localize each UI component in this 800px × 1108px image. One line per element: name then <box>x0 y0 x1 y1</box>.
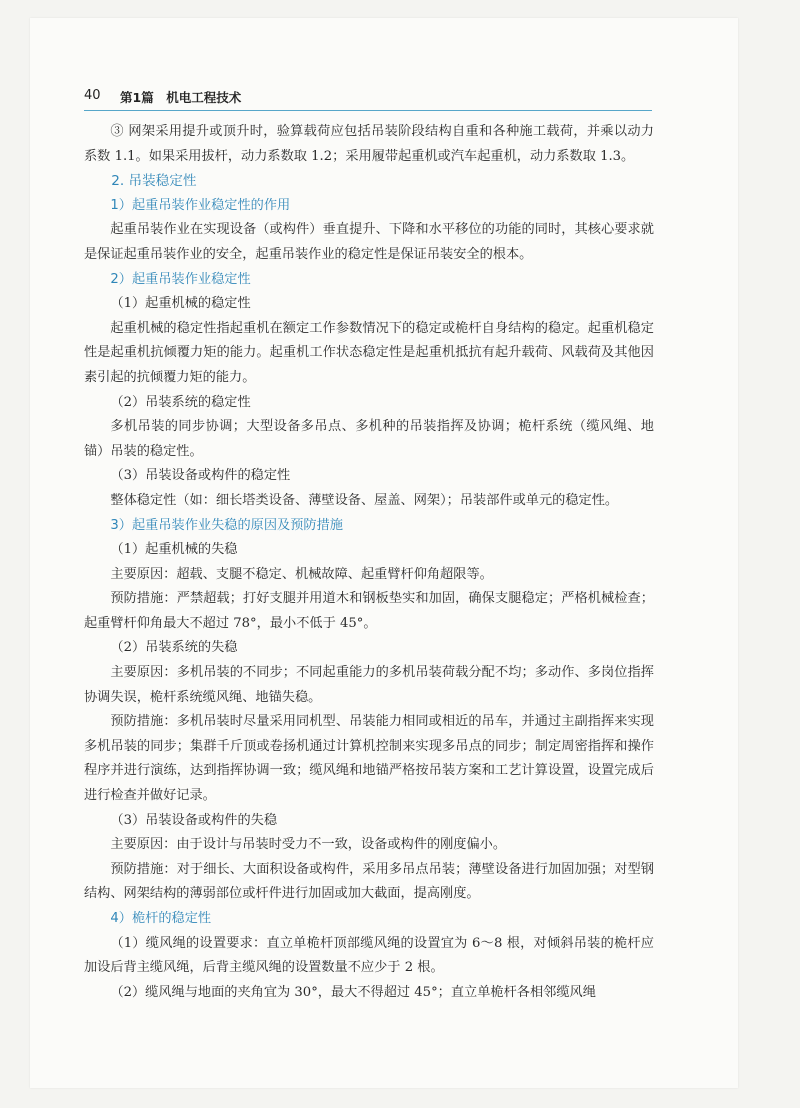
paragraph: 多机吊装的同步协调；大型设备多吊点、多机种的吊装指挥及协调；桅杆系统（缆风绳、地锚）吊装的稳定性。 <box>84 419 654 459</box>
paragraph: 预防措施：严禁超载；打好支腿并用道木和钢板垫实和加固，确保支腿稳定；严格机械检查；起重臂杆仰角最大不超过 78°，最小不低于 45°。 <box>84 591 654 631</box>
paragraph: 起重吊装作业在实现设备（或构件）垂直提升、下降和水平移位的功能的同时，其核心要求就是保证起重吊装作业的安全，起重吊装作业的稳定性是保证吊装安全的根本。 <box>84 222 654 262</box>
body-text <box>84 120 654 1005</box>
item-heading: （1）起重机械的稳定性 <box>110 296 251 312</box>
subsection-heading: 3）起重吊装作业失稳的原因及预防措施 <box>110 517 343 533</box>
paragraph: （2）缆风绳与地面的夹角宜为 30°，最大不得超过 45°；直立单桅杆各相邻缆风绳 <box>110 984 596 1000</box>
item-heading: （1）起重机械的失稳 <box>110 542 238 558</box>
paragraph: 整体稳定性（如：细长塔类设备、薄壁设备、屋盖、网架）；吊装部件或单元的稳定性。 <box>110 492 619 508</box>
chapter-title: 第1篇 机电工程技术 <box>120 90 242 105</box>
item-heading: （2）吊装系统的稳定性 <box>110 394 251 410</box>
paragraph: ③ 网架采用提升或顶升时，验算载荷应包括吊装阶段结构自重和各种施工载荷，并乘以动力系数 1.1。如果采用拔杆，动力系数取 1.2；采用履带起重机或汽车起重机，动力系数取 1.3。 <box>84 124 654 164</box>
item-heading: （2）吊装系统的失稳 <box>110 640 238 656</box>
paragraph: （1）缆风绳的设置要求：直立单桅杆顶部缆风绳的设置宜为 6～8 根，对倾斜吊装的桅杆应加设后背主缆风绳，后背主缆风绳的设置数量不应少于 2 根。 <box>84 935 654 976</box>
paragraph: 起重机械的稳定性指起重机在额定工作参数情况下的稳定或桅杆自身结构的稳定。起重机稳定性是起重机抗倾覆力矩的能力。起重机工作状态稳定性是起重机抵抗有起升载荷、风载荷及其他因素引起的抗倾覆力矩的能力。 <box>84 320 654 385</box>
item-heading: （3）吊装设备或构件的失稳 <box>110 812 278 828</box>
running-header <box>84 88 652 111</box>
paragraph: 主要原因：由于设计与吊装时受力不一致，设备或构件的刚度偏小。 <box>110 837 507 853</box>
page-number: 40 <box>84 88 101 103</box>
paragraph: 预防措施：对于细长、大面积设备或构件，采用多吊点吊装；薄壁设备进行加固加强；对型钢结构、网架结构的薄弱部位或杆件进行加固或加大截面，提高刚度。 <box>84 861 654 902</box>
subsection-heading: 4）桅杆的稳定性 <box>110 911 212 926</box>
paragraph: 预防措施：多机吊装时尽量采用同机型、吊装能力相同或相近的吊车，并通过主副指挥来实现多机吊装的同步；集群千斤顶或卷扬机通过计算机控制来实现多吊点的同步；制定周密指挥和操作程序并进行演练，达到指挥协调一致；缆风绳和地锚严格按吊装方案和工艺计算设置，设置完成后进行检查并做好记录。 <box>84 714 654 804</box>
section-heading: 2. 吊装稳定性 <box>111 173 197 190</box>
item-heading: （3）吊装设备或构件的稳定性 <box>110 468 291 484</box>
subsection-heading: 1）起重吊装作业稳定性的作用 <box>110 197 291 213</box>
paragraph: 主要原因：超载、支腿不稳定、机械故障、起重臂杆仰角超限等。 <box>110 566 493 582</box>
subsection-heading: 2）起重吊装作业稳定性 <box>110 271 251 287</box>
paragraph: 主要原因：多机吊装的不同步；不同起重能力的多机吊装荷载分配不均；多动作、多岗位指挥协调失误，桅杆系统缆风绳、地锚失稳。 <box>84 665 654 705</box>
